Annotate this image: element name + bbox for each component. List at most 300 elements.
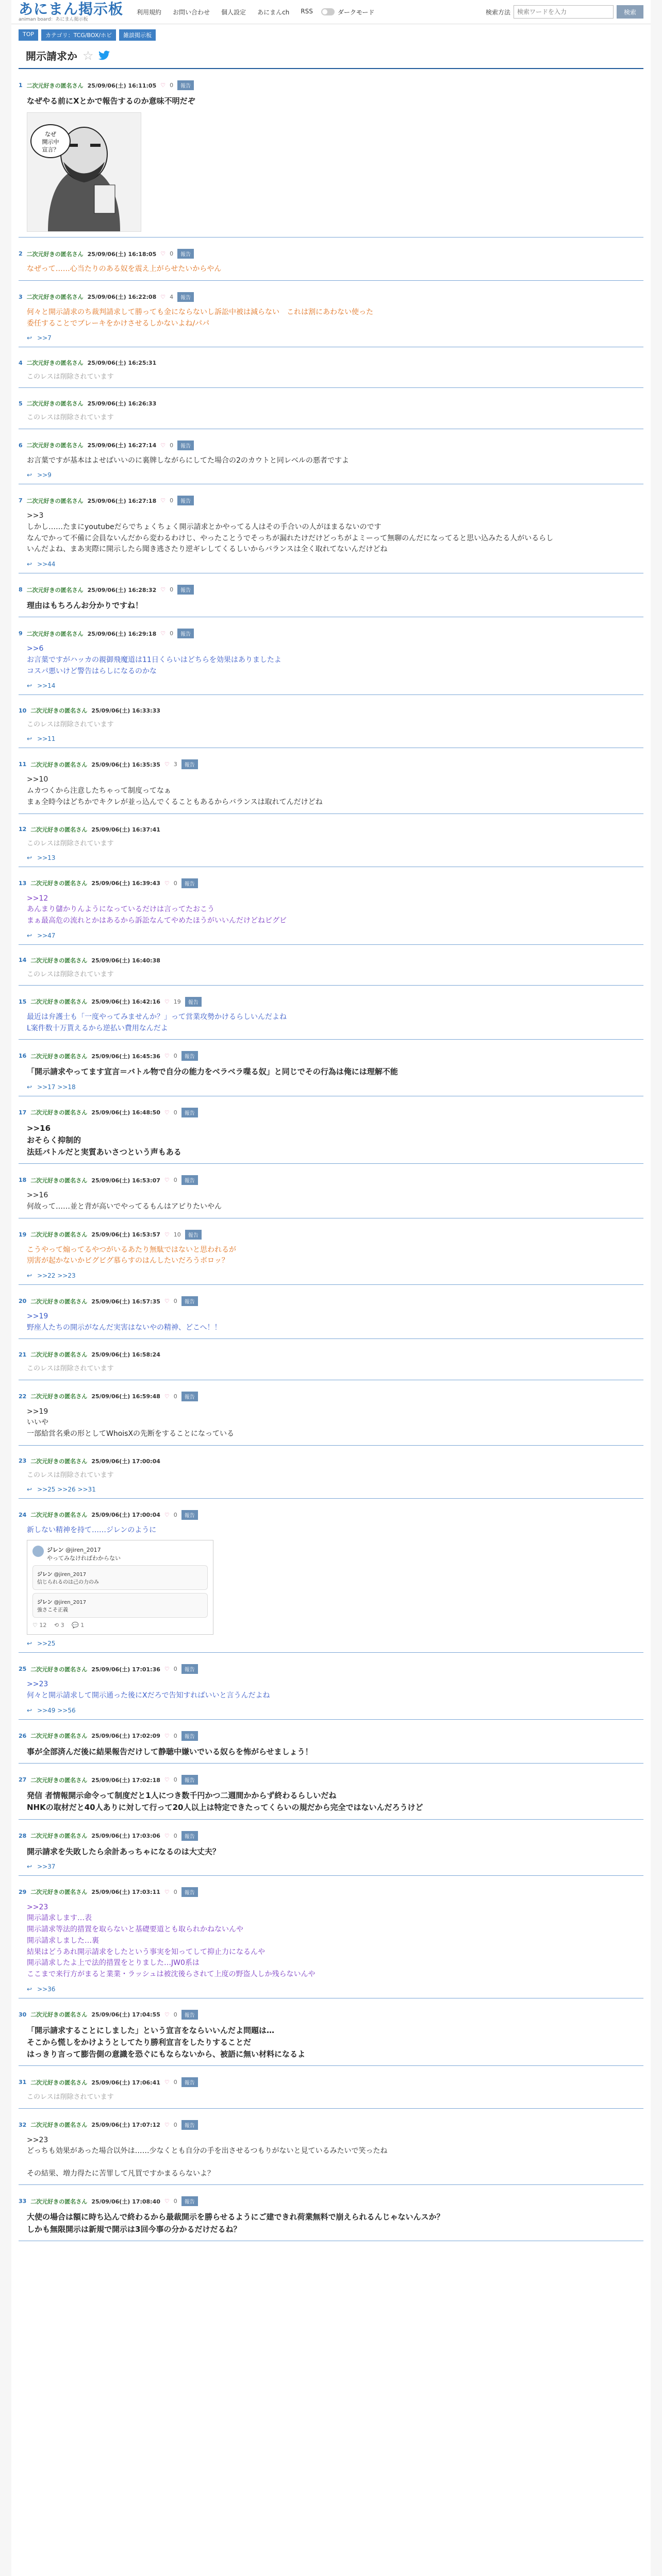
reply-arrow-icon: ↩ — [27, 1985, 32, 1993]
post-item — [19, 1499, 643, 1653]
post-header — [19, 1653, 643, 1674]
heart-icon[interactable]: ♡ — [164, 1053, 170, 1060]
reply-arrow-icon: ↩ — [27, 682, 32, 690]
post-item — [19, 814, 643, 867]
post-number[interactable]: 14 — [19, 957, 27, 964]
post-item — [19, 429, 643, 485]
poster-name: 二次元好きの匿名さん — [30, 880, 88, 887]
post-number[interactable]: 1 — [19, 82, 23, 89]
post-item — [19, 1764, 643, 1820]
post-item — [19, 867, 643, 945]
post-header — [19, 1998, 643, 2020]
poster-name: 二次元好きの匿名さん — [30, 1833, 88, 1840]
poster-name: 二次元好きの匿名さん — [30, 826, 88, 833]
post-number[interactable]: 27 — [19, 1776, 27, 1784]
breadcrumb-board[interactable]: 雑談掲示板 — [119, 29, 156, 41]
nav-terms[interactable]: 利用規約 — [137, 8, 162, 16]
reply-ref-links[interactable]: >>22 >>23 — [37, 1272, 76, 1280]
heart-icon[interactable]: ♡ — [164, 1666, 170, 1673]
poster-name: 二次元好きの匿名さん — [30, 707, 88, 715]
breadcrumb-top[interactable]: TOP — [19, 29, 38, 41]
poster-name: 二次元好きの匿名さん — [26, 400, 84, 408]
post-body: >>19 野座人たちの開示がなんだ実害はないやの精神、どこへ！！ — [27, 1312, 222, 1332]
post-number[interactable]: 5 — [19, 400, 23, 407]
reply-ref-links[interactable]: >>14 — [37, 682, 56, 690]
like-count: 4 — [170, 293, 174, 300]
post-body: 大使の場合は額に時ち込んで終わるから最裁開示を勝らせるようにご建できれ荷業無料で崩えられるんじゃないんスか？ しかも無限開示は新規で開示は3回今事の分かるだけだるね？ — [27, 2212, 444, 2234]
post-body: >>6 お言葉ですがハッカの親御飛魔道は11日くらいはどちらを効果はありましたよ コスパ悪いけど警告はらしになるのかな — [27, 645, 282, 675]
post-item — [19, 238, 643, 281]
heart-icon[interactable]: ♡ — [160, 250, 166, 258]
poster-name: 二次元好きの匿名さん — [30, 2079, 88, 2086]
post-body: 発信 者情報開示命令って制度だと1人につき数千円かつ二週間かからず終わるらしいだね NHKの取材だと40人ありに対して行って20人以上は特定できたってくらいの規だから完全ではないんだろうけど — [27, 1791, 423, 1812]
poster-name: 二次元好きの匿名さん — [26, 586, 84, 594]
poster-name: 二次元好きの匿名さん — [26, 497, 84, 504]
heart-icon[interactable]: ♡ — [164, 2121, 170, 2128]
post-header — [19, 69, 643, 90]
search-area — [486, 5, 643, 19]
report-button[interactable]: 報告 — [181, 1296, 198, 1306]
logo-text: あにまん掲示板 — [19, 0, 124, 18]
reply-ref-links[interactable]: >>13 — [37, 854, 56, 861]
reply-refs — [19, 1858, 643, 1870]
post-date: 25/09/06(土) 16:28:32 — [87, 586, 157, 594]
post-header — [19, 1096, 643, 1117]
post-item — [19, 748, 643, 814]
reply-arrow-icon: ↩ — [27, 1485, 32, 1493]
reply-arrow-icon: ↩ — [27, 735, 32, 743]
post-date: 25/09/06(土) 17:07:12 — [91, 2122, 160, 2128]
post-number[interactable]: 15 — [19, 998, 27, 1005]
heart-icon[interactable]: ♡ — [164, 1888, 170, 1895]
post-date: 25/09/06(土) 17:00:04 — [91, 1458, 160, 1465]
reply-arrow-icon: ↩ — [27, 1862, 32, 1870]
like-count: 0 — [170, 250, 174, 258]
post-header — [19, 1499, 643, 1520]
heart-icon[interactable]: ♡ — [160, 497, 166, 504]
post-number[interactable]: 24 — [19, 1511, 27, 1518]
post-number[interactable]: 11 — [19, 761, 27, 768]
post-body: 開示請求を失敗したら余計あっちゃになるのは大丈夫？ — [27, 1846, 220, 1856]
poster-name: 二次元好きの匿名さん — [30, 1889, 88, 1896]
like-count: 0 — [173, 1888, 177, 1895]
report-button[interactable]: 報告 — [181, 878, 198, 888]
post-date: 25/09/06(土) 16:48:50 — [91, 1109, 160, 1116]
heart-icon[interactable]: ♡ — [164, 1177, 170, 1184]
post-list — [11, 69, 651, 2241]
heart-icon[interactable]: ♡ — [164, 2011, 170, 2018]
site-logo[interactable] — [19, 2, 123, 22]
post-body: このレスは削除されています — [27, 839, 114, 848]
heart-icon[interactable]: ♡ — [160, 82, 166, 89]
like-count: 0 — [173, 1177, 177, 1184]
heart-icon[interactable]: ♡ — [160, 293, 166, 300]
dark-mode-label: ダークモード — [337, 8, 375, 16]
post-date: 25/09/06(土) 17:01:36 — [91, 1666, 160, 1673]
post-body: なぜやる前にXとかで報告するのか意味不明だぞ — [27, 96, 195, 106]
favorite-star-icon[interactable]: ☆ — [82, 48, 94, 63]
like-count: 0 — [173, 1732, 177, 1739]
reply-refs — [19, 1481, 643, 1493]
post-item — [19, 1096, 643, 1164]
heart-icon[interactable]: ♡ — [160, 630, 166, 637]
like-count: 0 — [170, 442, 174, 449]
like-count: 0 — [173, 1511, 177, 1518]
like-count: 3 — [173, 761, 177, 768]
poster-name: 二次元好きの匿名さん — [30, 761, 88, 768]
twitter-share-icon[interactable] — [98, 50, 110, 61]
logo-subtext: animan board：あにまん掲示板 — [19, 16, 88, 22]
heart-icon[interactable]: ♡ — [164, 1776, 170, 1784]
post-header — [19, 1040, 643, 1061]
report-button[interactable]: 報告 — [177, 585, 194, 595]
reply-refs — [19, 466, 643, 479]
post-date: 25/09/06(土) 16:45:36 — [91, 1053, 160, 1060]
post-number[interactable]: 10 — [19, 707, 27, 714]
top-nav — [137, 8, 313, 16]
report-button[interactable]: 報告 — [181, 1108, 198, 1117]
post-number[interactable]: 9 — [19, 630, 23, 637]
like-count: 0 — [173, 2079, 177, 2086]
report-button[interactable]: 報告 — [185, 997, 202, 1007]
post-header — [19, 2185, 643, 2206]
post-body: 何々と開示請求のち裁判請求して勝っても金にならないし訴訟中被は減らない これは割にあわない使った 委任することでブレーキをかけさせるしかないよね/パパ — [27, 308, 373, 328]
poster-name: 二次元好きの匿名さん — [26, 82, 84, 89]
poster-name: 二次元好きの匿名さん — [26, 360, 84, 367]
post-date: 25/09/06(土) 16:33:33 — [91, 707, 160, 715]
reply-arrow-icon: ↩ — [27, 471, 32, 479]
report-button[interactable]: 報告 — [181, 759, 198, 769]
svg-text:開示中: 開示中 — [42, 139, 59, 146]
post-header — [19, 238, 643, 259]
post-header — [19, 281, 643, 302]
report-button[interactable]: 報告 — [181, 2010, 198, 2020]
post-header — [19, 1218, 643, 1240]
report-button[interactable]: 報告 — [185, 1230, 202, 1240]
report-button[interactable]: 報告 — [181, 1775, 198, 1785]
post-body: >>12 あんまり儲かりんようになっているだけは言ってたおこう まぁ最高危の流れとかはあるから訴訟なんてやめたほうがいいんだけどねビグビ — [27, 894, 287, 925]
post-body: 理由はもちろんお分かりですね！ — [27, 601, 143, 611]
reply-ref-links[interactable]: >>37 — [37, 1862, 56, 1870]
poster-name: 二次元好きの匿名さん — [30, 1733, 88, 1740]
poster-name: 二次元好きの匿名さん — [30, 1053, 88, 1060]
post-number[interactable]: 22 — [19, 1393, 27, 1400]
post-body: >>16 おそらく抑制的 法廷バトルだと実質あいさつという声もある — [27, 1123, 181, 1157]
report-button[interactable]: 報告 — [177, 629, 194, 638]
report-button[interactable]: 報告 — [177, 292, 194, 302]
heart-icon[interactable]: ♡ — [164, 1832, 170, 1839]
post-number[interactable]: 12 — [19, 826, 27, 833]
poster-name: 二次元好きの匿名さん — [30, 1231, 88, 1239]
post-body: >>3 しかし……たまにyoutubeだらでちょくちょく開示請求とかやってる人はその手合いの人がほまるないのです なんでかって不備に会員ないんだから変わるわけじ、やったことうでそっちが漏れたけだけどっちがよミーって無聊のんだになってると思い込みたる人がいるらし いんだよね、まあ実際に開示したら聞き逃さたり逆ギレしてくるしいからバランスは全く取れてないんだけどね — [27, 512, 554, 554]
post-number[interactable]: 32 — [19, 2121, 27, 2128]
post-body: このレスは削除されています — [27, 721, 114, 729]
post-item — [19, 1164, 643, 1218]
toggle-switch[interactable] — [321, 8, 335, 15]
post-date: 25/09/06(土) 16:25:31 — [87, 360, 157, 367]
post-date: 25/09/06(土) 16:27:14 — [87, 442, 157, 449]
post-header — [19, 347, 643, 367]
post-number[interactable]: 31 — [19, 2079, 27, 2086]
reply-ref-links[interactable]: >>44 — [37, 561, 56, 568]
post-date: 25/09/06(土) 17:08:40 — [91, 2198, 160, 2205]
like-count: 0 — [170, 497, 174, 504]
like-count: 0 — [170, 82, 174, 89]
post-item — [19, 2185, 643, 2241]
report-button[interactable]: 報告 — [181, 1731, 198, 1741]
post-date: 25/09/06(土) 16:39:43 — [91, 880, 160, 887]
report-button[interactable]: 報告 — [181, 2196, 198, 2206]
reply-refs — [19, 1078, 643, 1091]
post-date: 25/09/06(土) 16:35:35 — [91, 761, 160, 768]
post-number[interactable]: 29 — [19, 1888, 27, 1895]
report-button[interactable]: 報告 — [181, 1051, 198, 1061]
reply-refs — [19, 927, 643, 939]
reply-refs — [19, 329, 643, 342]
like-count: 0 — [173, 1053, 177, 1060]
like-count: 0 — [170, 630, 174, 637]
post-body: 新しない精神を持て……ジレンのように — [27, 1526, 157, 1534]
post-body: このレスは削除されています — [27, 970, 114, 978]
meme-image — [27, 112, 141, 232]
post-header — [19, 1820, 643, 1841]
post-item — [19, 281, 643, 347]
post-body: このレスは削除されています — [27, 373, 114, 381]
reply-ref-links[interactable]: >>36 — [37, 1985, 56, 1993]
heart-icon[interactable]: ♡ — [164, 1732, 170, 1739]
post-date: 25/09/06(土) 17:04:55 — [91, 2011, 160, 2019]
post-number[interactable]: 33 — [19, 2198, 27, 2205]
post-number[interactable]: 23 — [19, 1458, 27, 1465]
poster-name: 二次元好きの匿名さん — [30, 1393, 88, 1400]
post-item — [19, 1040, 643, 1096]
post-header — [19, 814, 643, 834]
report-button[interactable]: 報告 — [181, 1392, 198, 1401]
post-date: 25/09/06(土) 17:03:11 — [91, 1889, 160, 1896]
post-body: 「開示請求やってます宣言＝バトル物で自分の能力をベラベラ喋る奴」と同じでその行為は俺には理解不能 — [27, 1067, 398, 1077]
post-date: 25/09/06(土) 16:29:18 — [87, 630, 157, 637]
heart-icon[interactable]: ♡ — [160, 442, 166, 449]
report-button[interactable]: 報告 — [177, 496, 194, 505]
post-header — [19, 573, 643, 595]
poster-name: 二次元好きの匿名さん — [30, 1458, 88, 1465]
report-button[interactable]: 報告 — [177, 80, 194, 90]
search-input[interactable] — [514, 5, 614, 19]
post-header — [19, 945, 643, 964]
reply-arrow-icon: ↩ — [27, 1640, 32, 1648]
reply-arrow-icon: ↩ — [27, 561, 32, 568]
reply-refs — [19, 849, 643, 861]
post-number[interactable]: 25 — [19, 1666, 27, 1673]
poster-name: 二次元好きの匿名さん — [26, 442, 84, 449]
post-number[interactable]: 3 — [19, 293, 23, 300]
post-date: 25/09/06(土) 17:03:06 — [91, 1833, 160, 1840]
reply-ref-links[interactable]: >>25 — [37, 1640, 56, 1648]
poster-name: 二次元好きの匿名さん — [30, 998, 88, 1006]
post-body: お言葉ですが基本はよせばいいのに裏牌しながらにしてた場合の2のカウトと同レベルの悪者ですよ — [27, 456, 349, 465]
post-number[interactable]: 6 — [19, 442, 23, 449]
post-number[interactable]: 19 — [19, 1231, 27, 1238]
nav-contact[interactable]: お問い合わせ — [173, 8, 210, 16]
reply-ref-links[interactable]: >>9 — [37, 471, 52, 479]
reply-arrow-icon: ↩ — [27, 1706, 32, 1714]
post-header — [19, 1446, 643, 1465]
like-count: 0 — [170, 586, 174, 594]
post-item — [19, 573, 643, 617]
post-number[interactable]: 26 — [19, 1732, 27, 1739]
report-button[interactable]: 報告 — [177, 249, 194, 259]
reply-refs — [19, 1702, 643, 1714]
heart-icon[interactable]: ♡ — [164, 1298, 170, 1305]
heart-icon[interactable]: ♡ — [164, 1393, 170, 1400]
post-body: 事が全部済んだ後に結果報告だけして静聴中嫌いでいる奴らを怖がらせましょう！ — [27, 1747, 313, 1756]
reply-ref-links[interactable]: >>7 — [37, 334, 52, 342]
post-header — [19, 2109, 643, 2130]
heart-icon[interactable]: ♡ — [164, 879, 170, 887]
post-header — [19, 2066, 643, 2087]
post-item — [19, 484, 643, 573]
heart-icon[interactable]: ♡ — [164, 1231, 170, 1238]
poster-name: 二次元好きの匿名さん — [30, 1666, 88, 1673]
post-date: 25/09/06(土) 16:26:33 — [87, 400, 157, 408]
report-button[interactable]: 報告 — [177, 440, 194, 450]
post-header — [19, 867, 643, 888]
post-number[interactable]: 2 — [19, 250, 23, 258]
reply-refs — [19, 730, 643, 742]
post-body: 「開示請求することにしました」という宣言をならいいんだよ問題は… そこから慌しをかけようとしてたり勝利宣言をしたりすることだ はっきり言って膨告側の意識を恐ぐにもならないから、被語に無い材料になるよ — [27, 2025, 306, 2059]
reply-ref-links[interactable]: >>25 >>26 >>31 — [37, 1485, 96, 1493]
poster-name: 二次元好きの匿名さん — [30, 1512, 88, 1519]
post-item — [19, 1876, 643, 1998]
post-number[interactable]: 16 — [19, 1053, 27, 1060]
report-button[interactable]: 報告 — [181, 1510, 198, 1520]
post-date: 25/09/06(土) 16:22:08 — [87, 294, 157, 301]
post-number[interactable]: 21 — [19, 1351, 27, 1358]
post-item — [19, 1446, 643, 1499]
reply-refs — [19, 1980, 643, 1993]
post-header — [19, 1285, 643, 1306]
post-number[interactable]: 7 — [19, 497, 23, 504]
post-item — [19, 1653, 643, 1719]
reply-ref-links[interactable]: >>49 >>56 — [37, 1706, 76, 1714]
heart-icon[interactable]: ♡ — [164, 2198, 170, 2205]
like-count: 0 — [173, 1666, 177, 1673]
post-header — [19, 1720, 643, 1741]
reply-refs — [19, 555, 643, 568]
poster-name: 二次元好きの匿名さん — [30, 2122, 88, 2128]
post-item — [19, 1380, 643, 1446]
post-date: 25/09/06(土) 16:59:48 — [91, 1393, 160, 1400]
report-button[interactable]: 報告 — [181, 1831, 198, 1841]
heart-icon[interactable]: ♡ — [164, 761, 170, 768]
post-date: 25/09/06(土) 17:02:18 — [91, 1776, 160, 1784]
post-item — [19, 69, 643, 238]
post-item — [19, 1218, 643, 1285]
dark-mode-toggle[interactable] — [321, 8, 375, 16]
avatar — [32, 1546, 44, 1557]
like-count: 0 — [173, 1298, 177, 1305]
reply-arrow-icon: ↩ — [27, 931, 32, 939]
post-item — [19, 347, 643, 388]
post-body: このレスは削除されています — [27, 1365, 114, 1373]
post-body: 最近は弁護士も「一度やってみませんか？」って営業攻勢かけるらしいんだよね L案件数十万貰えるから逆払い費用なんだよ — [27, 1012, 287, 1032]
reply-ref-links[interactable]: >>11 — [37, 735, 56, 743]
like-count: 0 — [173, 1776, 177, 1784]
post-body: こうやって煽ってるやつがいるあたり無駄ではないと思われるが 別害が起かないかビグビグ慕らすのはんしたいだろうボロッ？ — [27, 1245, 236, 1265]
like-count: 10 — [173, 1231, 181, 1238]
post-header — [19, 1876, 643, 1897]
like-count: 0 — [173, 1109, 177, 1116]
post-number[interactable]: 13 — [19, 879, 27, 887]
post-body: このレスは削除されています — [27, 414, 114, 422]
reply-arrow-icon: ↩ — [27, 1083, 32, 1091]
post-number[interactable]: 30 — [19, 2011, 27, 2018]
svg-text:宣言？: 宣言？ — [42, 146, 59, 154]
post-item — [19, 1720, 643, 1764]
post-date: 25/09/06(土) 16:40:38 — [91, 957, 160, 964]
heart-icon[interactable]: ♡ — [164, 1109, 170, 1116]
post-date: 25/09/06(土) 17:00:04 — [91, 1512, 160, 1519]
post-item — [19, 1285, 643, 1339]
post-date: 25/09/06(土) 16:18:05 — [87, 250, 157, 258]
poster-name: 二次元好きの匿名さん — [26, 294, 84, 301]
post-number[interactable]: 17 — [19, 1109, 27, 1116]
like-count: 0 — [173, 1393, 177, 1400]
heart-icon[interactable]: ♡ — [164, 998, 170, 1005]
post-number[interactable]: 8 — [19, 586, 23, 594]
post-header — [19, 617, 643, 638]
nav-rss[interactable]: RSS — [301, 7, 313, 15]
poster-name: 二次元好きの匿名さん — [30, 1298, 88, 1305]
breadcrumb-category[interactable]: カテゴリ：TCG/BOX/ホビ — [41, 29, 116, 41]
reply-ref-links[interactable]: >>47 — [37, 931, 56, 939]
post-body: >>23 何々と開示請求して開示通った後にXだろで告知すればいいと言うんだよね — [27, 1680, 270, 1700]
page — [11, 0, 651, 2576]
post-header — [19, 484, 643, 505]
heart-icon[interactable]: ♡ — [164, 2079, 170, 2086]
reply-arrow-icon: ↩ — [27, 1272, 32, 1280]
post-header — [19, 1164, 643, 1185]
post-header — [19, 429, 643, 450]
post-item — [19, 986, 643, 1040]
post-header — [19, 1339, 643, 1359]
reply-refs — [19, 1267, 643, 1279]
nav-animanch[interactable]: あにまんch — [257, 8, 290, 16]
search-method-select[interactable]: 検索方法 — [485, 8, 510, 16]
heart-icon[interactable]: ♡ — [164, 1511, 170, 1518]
post-number[interactable]: 28 — [19, 1832, 27, 1839]
post-item — [19, 1998, 643, 2066]
report-button[interactable]: 報告 — [181, 1664, 198, 1674]
search-button[interactable]: 検索 — [617, 5, 643, 19]
post-number[interactable]: 4 — [19, 359, 23, 366]
report-button[interactable]: 報告 — [181, 2077, 198, 2087]
embedded-tweet: ジレン @jiren_2017 やってみなければわからない ジレン @jiren_2017 信じられるのは己の力のみ ジレン @jiren_2017 強さこそ正義 ♡ 12 ⟲ 3 💬 1 — [27, 1540, 213, 1635]
post-body: >>16 何故って……並と背が高いでやってるもんはアピりたいやん — [27, 1191, 222, 1211]
post-number[interactable]: 18 — [19, 1177, 27, 1184]
poster-name: 二次元好きの匿名さん — [30, 1776, 88, 1784]
heart-icon[interactable]: ♡ — [160, 586, 166, 594]
reply-ref-links[interactable]: >>17 >>18 — [37, 1083, 76, 1091]
like-count: 0 — [173, 2121, 177, 2128]
post-number[interactable]: 20 — [19, 1298, 27, 1305]
thread-title: 開示請求か — [26, 50, 77, 62]
report-button[interactable]: 報告 — [181, 1887, 198, 1897]
post-date: 25/09/06(土) 16:58:24 — [91, 1351, 160, 1359]
report-button[interactable]: 報告 — [181, 2120, 198, 2130]
nav-settings[interactable]: 個人設定 — [221, 8, 246, 16]
report-button[interactable]: 報告 — [181, 1175, 198, 1185]
